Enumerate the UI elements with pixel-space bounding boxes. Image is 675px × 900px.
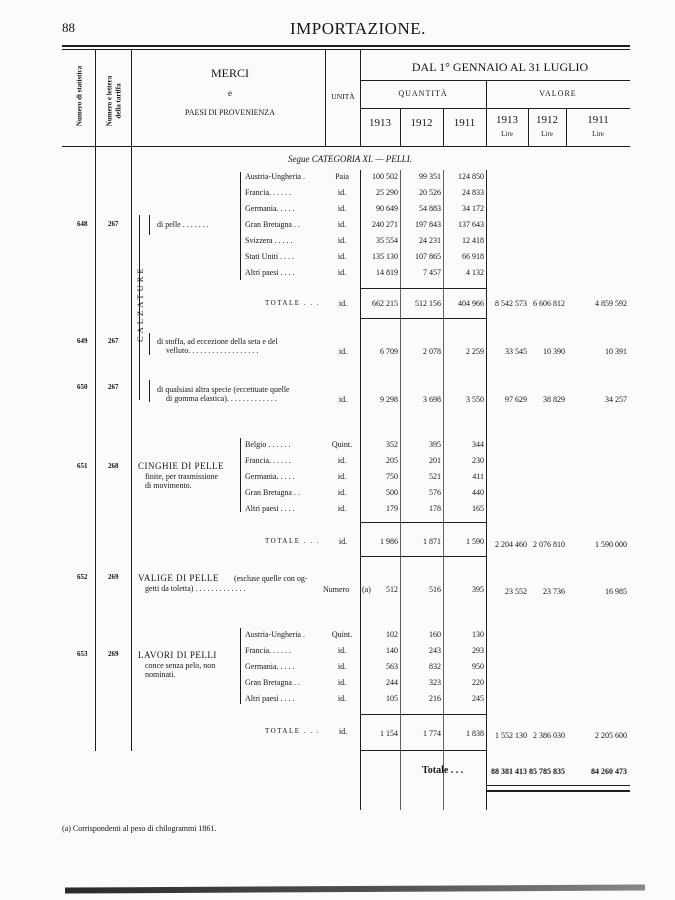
sec652-desc1: (escluse quelle con og- [234, 574, 308, 583]
sec648-q1912: 107 865 [415, 252, 441, 261]
lire-1911: Lire [592, 130, 604, 138]
sec651-desc1: finite, per trasmissione [145, 472, 219, 481]
sec651-q1913: 179 [386, 504, 398, 513]
sec653-unit: id. [337, 662, 347, 671]
sec648-q1911: 12 418 [462, 236, 484, 245]
year-q-1912: 1912 [410, 117, 433, 129]
sec651-total-q1913: 1 986 [380, 537, 398, 546]
sec651-q1911: 230 [472, 456, 484, 465]
sec648-desc: di pelle . . . . . . . [157, 220, 209, 229]
footnote: (a) Corrispondenti al peso di chilogrammi 1861. [62, 824, 217, 833]
lire-1912: Lire [541, 130, 553, 138]
sec651-total-v1913: 2 204 460 [495, 540, 527, 549]
sec648-country: Austria-Ungheria . [245, 172, 305, 181]
sec653-unit: Quint. [331, 630, 353, 639]
sec649-desc1: di stoffa, ad eccezione della seta e del [157, 337, 278, 346]
sec651-desc2: di movimento. [145, 481, 192, 490]
sec649-v1911: 10 391 [605, 347, 627, 356]
sec652-v1911: 16 985 [605, 587, 627, 596]
sec649-v1913: 33 545 [505, 347, 527, 356]
sec650-q1913: 9 298 [380, 395, 398, 404]
sec648-total-v1913: 8 542 573 [495, 299, 527, 308]
sec650-unit: id. [338, 395, 348, 404]
sec648-q1913: 14 819 [376, 268, 398, 277]
sec652-q1911: 395 [472, 585, 484, 594]
sec652-title: VALIGE DI PELLE [138, 573, 219, 583]
sec651-total-v1912: 2 076 810 [533, 540, 565, 549]
sec653-q1912: 243 [429, 646, 441, 655]
sec648-total-q1913: 662 215 [372, 299, 398, 308]
sec653-total-v1913: 1 552 130 [495, 731, 527, 740]
paesi-header: PAESI DI PROVENIENZA [185, 108, 275, 117]
sec653-total-v1911: 2 205 600 [595, 731, 627, 740]
sec648-q1911: 4 132 [466, 268, 484, 277]
sec648-total-unit: id. [338, 299, 348, 308]
sec651-total-q1911: 1 590 [466, 537, 484, 546]
sec650-q1911: 3 550 [466, 395, 484, 404]
sec653-unit: id. [337, 694, 347, 703]
sec648-total-v1911: 4 859 592 [595, 299, 627, 308]
sec651-unit: id. [337, 504, 347, 513]
period-header: DAL 1° GENNAIO AL 31 LUGLIO [411, 60, 589, 74]
sec653-country: Germania. . . . . [245, 662, 295, 671]
sec651-q1913: 750 [386, 472, 398, 481]
sec648-unit: id. [337, 268, 347, 277]
year-v-1911: 1911 [587, 114, 609, 126]
page-title: IMPORTAZIONE. [290, 19, 426, 38]
sec650-desc2: di gomma elastica). . . . . . . . . . . . . [166, 394, 277, 403]
lire-1913: Lire [501, 130, 513, 138]
sec651-total-label: TOTALE . . . [265, 537, 321, 545]
sec648-unit: Paia [335, 172, 349, 181]
page-number: 88 [62, 20, 75, 35]
sec653-country: Altri paesi . . . . [245, 694, 295, 703]
sec652-v1912: 23 736 [543, 587, 565, 596]
sec653-total-q1912: 1 774 [423, 729, 441, 738]
sec651-q1911: 440 [472, 488, 484, 497]
sec653-q1913: 563 [386, 662, 398, 671]
sec651-unit: id. [337, 488, 347, 497]
sec652-unit: Numero [323, 585, 350, 594]
sec649-v1912: 10 390 [543, 347, 565, 356]
sec653-q1911: 950 [472, 662, 484, 671]
sec653-unit: id. [337, 678, 347, 687]
sec653-country: Gran Bretagna . . [245, 678, 300, 687]
valore-header: VALORE [539, 89, 577, 98]
merci-header: MERCI [210, 66, 249, 80]
col-stat-header: Numero di statistica [75, 65, 84, 127]
grand-total-label: Totale . . . [422, 765, 464, 776]
sec648-unit: id. [337, 236, 347, 245]
year-v-1912: 1912 [536, 114, 558, 126]
calzature-label: CALZATURE [135, 265, 145, 342]
unita-header: UNITÀ [331, 92, 355, 101]
sec653-q1911: 293 [472, 646, 484, 655]
sec650-desc1: di qualsiasi altra specie (eccettuate quelle [157, 385, 290, 394]
sec648-q1913: 35 554 [376, 236, 398, 245]
col-tariff-header: Numero e lettera della tariffa [105, 75, 123, 127]
sec649-desc2: velluto. . . . . . . . . . . . . . . . . . [166, 346, 259, 355]
sec651-country: Gran Bretagna . . [245, 488, 300, 497]
sec648-unit: id. [337, 188, 347, 197]
sec653-total-v1912: 2 386 030 [533, 731, 565, 740]
sec652-desc2: getti da toletta) . . . . . . . . . . . . . [145, 584, 246, 593]
sec653-num: 653 [77, 650, 88, 658]
sec653-q1911: 130 [472, 630, 484, 639]
quantita-header: QUANTITÀ [398, 89, 448, 98]
sec648-q1913: 100 502 [372, 172, 398, 181]
sec650-v1913: 97 629 [505, 395, 527, 404]
sec648-num: 648 [77, 220, 88, 228]
sec651-q1913: 205 [386, 456, 398, 465]
sec651-unit: id. [337, 456, 347, 465]
sec648-total-q1912: 512 156 [415, 299, 441, 308]
sec651-q1912: 576 [429, 488, 441, 497]
sec648-q1913: 135 130 [372, 252, 398, 261]
sec653-q1913: 140 [386, 646, 398, 655]
sec653-q1912: 323 [429, 678, 441, 687]
sec648-total-label: TOTALE . . . [265, 299, 321, 307]
sec651-country: Germania. . . . . [245, 472, 295, 481]
sec648-q1912: 54 883 [419, 204, 441, 213]
sec651-title: CINGHIE DI PELLE [138, 461, 224, 471]
sec653-total-unit: id. [338, 727, 348, 736]
sec648-country: Francia. . . . . . [245, 188, 291, 197]
sec651-country: Altri paesi . . . . [245, 504, 295, 513]
sec651-num: 651 [77, 462, 88, 470]
sec648-q1913: 25 290 [376, 188, 398, 197]
sec648-q1911: 124 850 [458, 172, 484, 181]
category-title: Segue CATEGORIA XI. — PELLI. [288, 154, 412, 164]
sec648-total-q1911: 404 966 [458, 299, 484, 308]
sec648-q1911: 66 918 [462, 252, 484, 261]
sec648-q1911: 34 172 [462, 204, 484, 213]
sec649-num: 649 [77, 337, 88, 345]
sec652-tariff: 269 [108, 573, 119, 581]
year-q-1911: 1911 [453, 117, 476, 129]
sec653-country: Austria-Ungheria . [245, 630, 305, 639]
sec649-q1912: 2 078 [423, 347, 441, 356]
year-q-1913: 1913 [369, 117, 391, 129]
sec648-country: Altri paesi . . . . [245, 268, 295, 277]
sec648-q1912: 20 526 [419, 188, 441, 197]
sec653-q1913: 105 [386, 694, 398, 703]
sec651-country: Francia. . . . . . [245, 456, 291, 465]
sec650-num: 650 [77, 383, 88, 391]
sec651-q1912: 521 [429, 472, 441, 481]
sec651-q1911: 411 [472, 472, 484, 481]
sec648-q1913: 240 271 [372, 220, 398, 229]
sec653-desc1: conce senza pelo, non [145, 661, 216, 670]
grand-total-v1912: 85 785 835 [529, 767, 565, 776]
sec648-q1912: 24 231 [419, 236, 441, 245]
sec651-q1912: 178 [429, 504, 441, 513]
year-v-1913: 1913 [496, 114, 518, 126]
sec651-country: Belgio . . . . . . [245, 440, 291, 449]
e-header: e [228, 88, 232, 98]
sec650-v1912: 38 829 [543, 395, 565, 404]
sec648-q1911: 24 833 [462, 188, 484, 197]
sec648-total-v1912: 6 606 812 [533, 299, 565, 308]
sec651-total-unit: id. [338, 537, 348, 546]
sec653-country: Francia. . . . . . [245, 646, 291, 655]
sec651-q1911: 165 [472, 504, 484, 513]
sec648-q1912: 7 457 [423, 268, 441, 277]
sec652-q1913: 512 [386, 585, 398, 594]
sec649-tariff: 267 [108, 337, 119, 345]
sec652-note: (a) [362, 585, 371, 594]
sec651-q1913: 500 [386, 488, 398, 497]
sec651-q1913: 352 [386, 440, 398, 449]
sec651-q1911: 344 [472, 440, 484, 449]
sec649-unit: id. [338, 347, 348, 356]
grand-total-v1911: 84 260 473 [591, 767, 627, 776]
sec651-q1912: 395 [429, 440, 441, 449]
sec653-total-q1913: 1 154 [380, 729, 398, 738]
sec648-unit: id. [337, 204, 347, 213]
sec649-q1911: 2 259 [466, 347, 484, 356]
sec650-q1912: 3 698 [423, 395, 441, 404]
sec648-q1912: 99 351 [419, 172, 441, 181]
sec652-num: 652 [77, 573, 88, 581]
sec648-country: Stati Uniti . . . . [245, 252, 295, 261]
sec648-country: Gran Bretagna . . [245, 220, 300, 229]
sec650-tariff: 267 [108, 383, 119, 391]
sec653-total-label: TOTALE . . . [265, 727, 321, 735]
sec648-q1911: 137 643 [458, 220, 484, 229]
grand-total-v1913: 88 381 413 [491, 767, 527, 776]
sec650-v1911: 34 257 [605, 395, 627, 404]
sec651-q1912: 201 [429, 456, 441, 465]
sec648-q1913: 90 649 [376, 204, 398, 213]
sec652-q1912: 516 [429, 585, 441, 594]
sec648-country: Germania. . . . . [245, 204, 295, 213]
sec653-unit: id. [337, 646, 347, 655]
sec653-total-q1911: 1 838 [466, 729, 484, 738]
sec651-tariff: 268 [108, 462, 119, 470]
sec653-desc2: nominati. [145, 670, 176, 679]
sec653-tariff: 269 [108, 650, 119, 658]
sec653-title: LAVORI DI PELLI [138, 650, 217, 660]
sec653-q1911: 245 [472, 694, 484, 703]
sec653-q1913: 244 [386, 678, 398, 687]
sec651-unit: id. [337, 472, 347, 481]
sec648-country: Svizzera . . . . . [245, 236, 293, 245]
sec652-v1913: 23 552 [505, 587, 527, 596]
sec653-q1912: 832 [429, 662, 441, 671]
sec653-q1912: 216 [429, 694, 441, 703]
sec651-unit: Quint. [331, 440, 353, 449]
sec649-q1913: 6 709 [380, 347, 398, 356]
sec653-q1913: 102 [386, 630, 398, 639]
sec648-tariff: 267 [108, 220, 119, 228]
sec648-unit: id. [337, 220, 347, 229]
sec653-q1912: 160 [429, 630, 441, 639]
sec651-total-q1912: 1 871 [423, 537, 441, 546]
sec648-q1912: 197 843 [415, 220, 441, 229]
sec651-total-v1911: 1 590 000 [595, 540, 627, 549]
sec653-q1911: 220 [472, 678, 484, 687]
sec648-unit: id. [337, 252, 347, 261]
